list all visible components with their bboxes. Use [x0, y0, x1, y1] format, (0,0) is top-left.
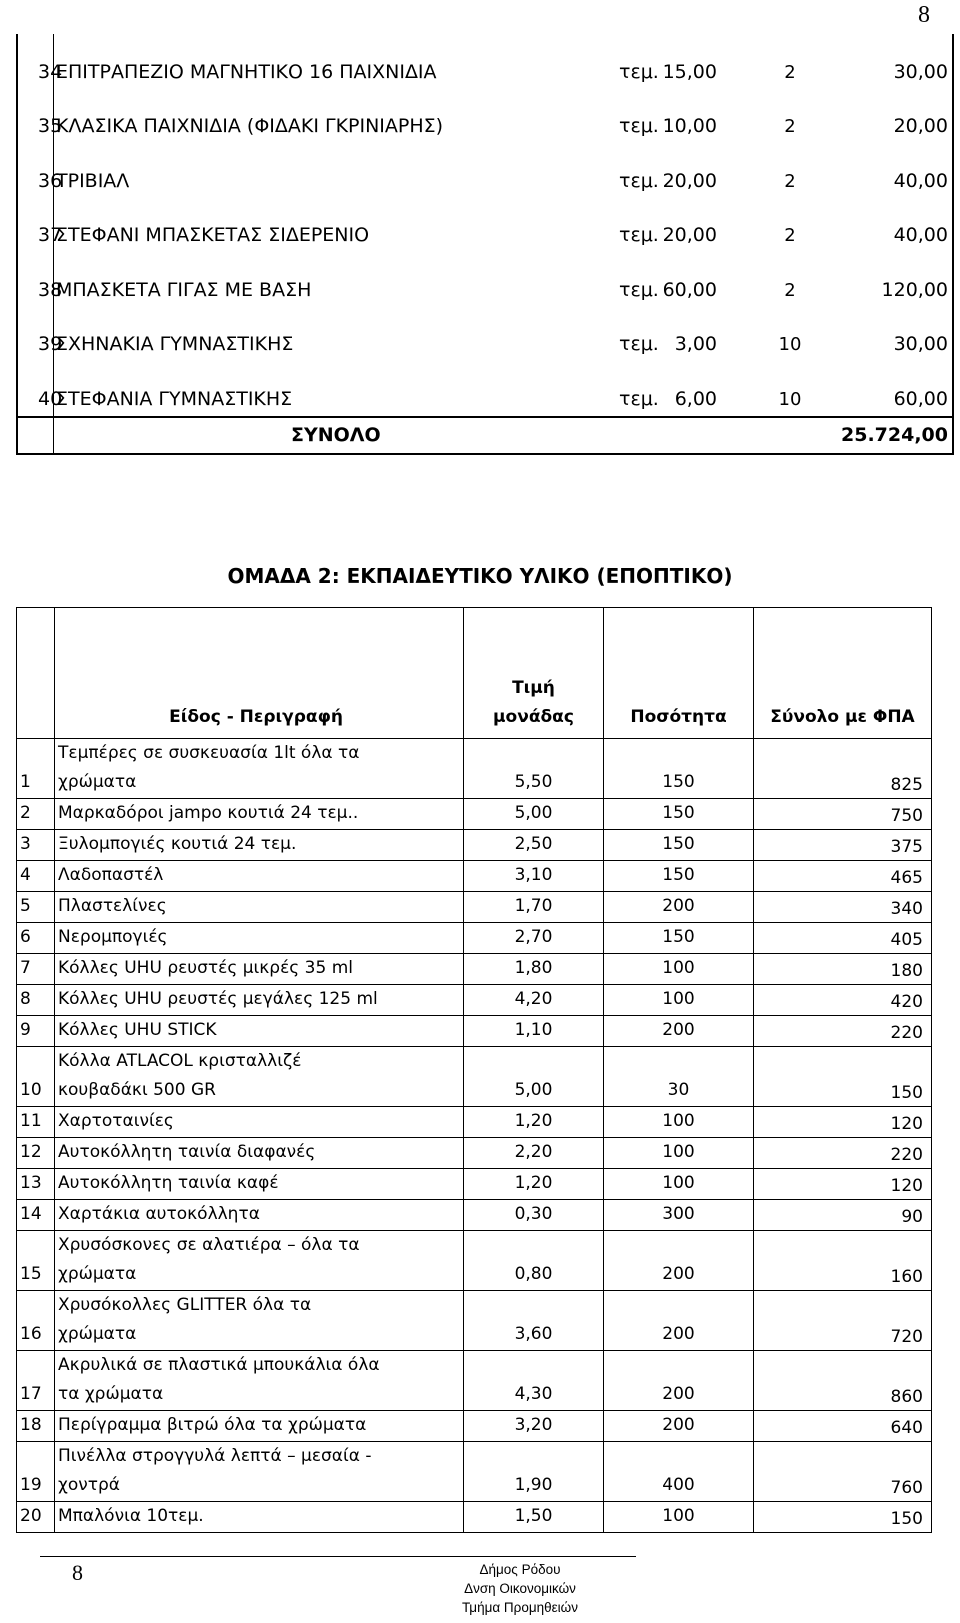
- item-description-line1: Αυτοκόλλητη ταινία καφέ: [58, 1173, 279, 1193]
- item-total-vat: [754, 1200, 932, 1231]
- table-row: [17, 1231, 932, 1291]
- item-quantity: 200: [604, 1016, 754, 1047]
- table-row: [17, 954, 932, 985]
- item-unit-price: 5,00: [464, 1047, 604, 1107]
- item-number: 16: [17, 1291, 55, 1351]
- item-number: 18: [17, 1411, 55, 1442]
- item-quantity: 200: [604, 1411, 754, 1442]
- item-description-line1: Μπαλόνια 10τεμ.: [58, 1506, 204, 1526]
- item-description: [55, 739, 464, 799]
- item-unit-price: 0,30: [464, 1200, 604, 1231]
- item-total-vat: [754, 739, 932, 799]
- header-description: Είδος - Περιγραφή: [55, 608, 464, 739]
- item-quantity: 100: [604, 985, 754, 1016]
- item-total: 120,00: [881, 278, 948, 301]
- item-quantity: 150: [604, 923, 754, 954]
- item-total-vat: [754, 1047, 932, 1107]
- item-description-line1: Κόλλες UHU ρευστές μεγάλες 125 ml: [58, 989, 378, 1009]
- item-description: ΤΡΙΒΙΑΛ: [56, 169, 130, 192]
- item-total-vat-value: 405: [890, 930, 923, 950]
- item-description: [55, 1169, 464, 1200]
- item-total-vat-value: 375: [890, 837, 923, 857]
- item-unit: τεμ.: [619, 224, 659, 246]
- item-unit-price: 60,00: [662, 278, 717, 301]
- item-number: 12: [17, 1138, 55, 1169]
- upper-items-table: [16, 34, 954, 455]
- item-total-vat-value: 150: [890, 1509, 923, 1529]
- item-unit: τεμ.: [619, 387, 659, 410]
- item-total-vat: [754, 954, 932, 985]
- item-description-line1: Κόλλα ATLACOL κρισταλλιζέ: [58, 1051, 302, 1071]
- table-row: [17, 861, 932, 892]
- item-quantity: 200: [604, 1291, 754, 1351]
- header-number: [17, 608, 55, 739]
- item-unit: τεμ.: [619, 169, 659, 192]
- table-row: [17, 985, 932, 1016]
- total-label: ΣΥΝΟΛΟ: [291, 423, 381, 446]
- item-number: 37: [38, 224, 63, 246]
- item-number: 17: [17, 1351, 55, 1411]
- item-unit-price: 2,50: [464, 830, 604, 861]
- item-description: [55, 985, 464, 1016]
- item-description-line1: Περίγραμμα βιτρώ όλα τα χρώματα: [58, 1415, 367, 1435]
- item-description-line2: κουβαδάκι 500 GR: [58, 1080, 216, 1100]
- item-unit-price: 1,80: [464, 954, 604, 985]
- table-row: [17, 1016, 932, 1047]
- item-total-vat: [754, 892, 932, 923]
- item-number: 10: [17, 1047, 55, 1107]
- item-quantity: 150: [604, 830, 754, 861]
- table-row: [17, 1351, 932, 1411]
- item-description-line2: χρώματα: [58, 1264, 137, 1284]
- item-total-vat: [754, 923, 932, 954]
- item-description-line1: Κόλλες UHU ρευστές μικρές 35 ml: [58, 958, 353, 978]
- upper-table-total-row: [16, 416, 954, 455]
- item-number: 40: [38, 387, 63, 410]
- item-description-line1: Χαρτοταινίες: [58, 1111, 174, 1131]
- table-row: [16, 34, 954, 89]
- item-total-vat-value: 750: [890, 806, 923, 826]
- item-unit-price: 0,80: [464, 1231, 604, 1291]
- item-description: [55, 1411, 464, 1442]
- item-description: ΚΛΑΣΙΚΑ ΠΑΙΧΝΙΔΙΑ (ΦΙΔΑΚΙ ΓΚΡΙΝΙΑΡΗΣ): [56, 115, 444, 137]
- item-quantity: 2: [784, 225, 796, 246]
- item-quantity: 100: [604, 954, 754, 985]
- item-quantity: 200: [604, 892, 754, 923]
- table-row: [17, 923, 932, 954]
- table-row: [17, 830, 932, 861]
- item-total-vat-value: 90: [901, 1207, 923, 1227]
- item-unit-price: 15,00: [662, 60, 717, 83]
- header-unit-price-line1: Τιμή: [512, 678, 555, 698]
- item-quantity: 10: [778, 388, 802, 410]
- item-unit-price: 1,90: [464, 1442, 604, 1502]
- item-quantity: 100: [604, 1169, 754, 1200]
- item-description: [55, 830, 464, 861]
- item-total-vat: [754, 1411, 932, 1442]
- total-value: 25.724,00: [841, 423, 948, 446]
- item-description: ΕΠΙΤΡΑΠΕΖΙΟ ΜΑΓΝΗΤΙΚΟ 16 ΠΑΙΧΝΙΔΙΑ: [56, 60, 437, 83]
- item-total: 60,00: [893, 387, 948, 410]
- item-total-vat-value: 180: [890, 961, 923, 981]
- item-description-line1: Πλαστελίνες: [58, 896, 167, 916]
- item-quantity: 200: [604, 1351, 754, 1411]
- item-unit-price: 1,70: [464, 892, 604, 923]
- item-description-line1: Ξυλομπογιές κουτιά 24 τεμ.: [58, 834, 297, 854]
- item-description: [55, 892, 464, 923]
- item-unit: τεμ.: [619, 333, 659, 355]
- item-total-vat-value: 465: [890, 868, 923, 888]
- item-description: [55, 923, 464, 954]
- item-number: 34: [38, 60, 63, 83]
- item-description: [55, 1200, 464, 1231]
- item-description: [55, 1107, 464, 1138]
- table-row: [16, 143, 954, 198]
- item-number: 39: [38, 333, 63, 355]
- table-row: [16, 361, 954, 416]
- item-description-line2: χρώματα: [58, 1324, 137, 1344]
- item-total-vat: [754, 799, 932, 830]
- table-row: [17, 1442, 932, 1502]
- item-unit-price: 1,20: [464, 1169, 604, 1200]
- item-description-line2: χρώματα: [58, 772, 137, 792]
- item-number: 19: [17, 1442, 55, 1502]
- item-total-vat: [754, 1291, 932, 1351]
- item-number: 8: [17, 985, 55, 1016]
- item-number: 1: [17, 739, 55, 799]
- item-description-line1: Πινέλλα στρογγυλά λεπτά – μεσαία -: [58, 1446, 372, 1466]
- item-number: 20: [17, 1502, 55, 1533]
- item-quantity: 200: [604, 1231, 754, 1291]
- item-number: 3: [17, 830, 55, 861]
- item-unit-price: 20,00: [662, 169, 717, 192]
- item-quantity: 150: [604, 861, 754, 892]
- header-quantity: Ποσότητα: [604, 608, 754, 739]
- item-number: 9: [17, 1016, 55, 1047]
- item-quantity: 10: [778, 334, 802, 355]
- item-number: 14: [17, 1200, 55, 1231]
- item-description: [55, 861, 464, 892]
- item-unit-price: 3,10: [464, 861, 604, 892]
- item-description: [55, 954, 464, 985]
- item-description-line1: Λαδοπαστέλ: [58, 865, 164, 885]
- item-description-line1: Μαρκαδόροι jampo κουτιά 24 τεμ..: [58, 803, 359, 823]
- item-unit: τεμ.: [619, 115, 659, 137]
- footer-line-3: Τμήμα Προμηθειών: [462, 1600, 578, 1615]
- item-description-line1: Νερομπογιές: [58, 927, 168, 947]
- item-unit-price: 2,70: [464, 923, 604, 954]
- item-quantity: 400: [604, 1442, 754, 1502]
- item-total-vat-value: 420: [890, 992, 923, 1012]
- item-total-vat: [754, 830, 932, 861]
- item-total-vat: [754, 1442, 932, 1502]
- item-description-line1: Αυτοκόλλητη ταινία διαφανές: [58, 1142, 316, 1162]
- item-total-vat-value: 340: [890, 899, 923, 919]
- item-total-vat-value: 760: [890, 1478, 923, 1498]
- header-unit-price-line2: μονάδας: [493, 707, 574, 727]
- table-row: [17, 1047, 932, 1107]
- item-description: ΣΤΕΦΑΝΙ ΜΠΑΣΚΕΤΑΣ ΣΙΔΕΡΕΝΙΟ: [56, 224, 370, 246]
- item-quantity: 30: [604, 1047, 754, 1107]
- item-description: ΣΤΕΦΑΝΙΑ ΓΥΜΝΑΣΤΙΚΗΣ: [56, 387, 293, 410]
- item-description-line1: Χαρτάκια αυτοκόλλητα: [58, 1204, 260, 1224]
- item-description: [55, 1016, 464, 1047]
- footer-divider: [40, 1556, 636, 1557]
- item-description-line1: Χρυσόσκονες σε αλατιέρα – όλα τα: [58, 1235, 360, 1255]
- footer-line-1: Δήμος Ρόδου: [479, 1562, 561, 1577]
- item-unit-price: 3,00: [674, 333, 717, 355]
- item-number: 2: [17, 799, 55, 830]
- item-total-vat-value: 220: [890, 1145, 923, 1165]
- item-unit-price: 2,20: [464, 1138, 604, 1169]
- item-description: [55, 1231, 464, 1291]
- item-number: 6: [17, 923, 55, 954]
- item-total-vat-value: 120: [890, 1114, 923, 1134]
- table-row: [17, 1200, 932, 1231]
- item-unit-price: 1,10: [464, 1016, 604, 1047]
- item-description-line2: τα χρώματα: [58, 1384, 164, 1404]
- item-number: 5: [17, 892, 55, 923]
- item-total: 30,00: [893, 60, 948, 83]
- item-quantity: 2: [784, 116, 796, 137]
- item-total-vat-value: 825: [890, 775, 923, 795]
- section-title: ΟΜΑΔΑ 2: ΕΚΠΑΙΔΕΥΤΙΚΟ ΥΛΙΚΟ (ΕΠΟΠΤΙΚΟ): [227, 564, 733, 588]
- item-quantity: 2: [784, 170, 796, 192]
- table-row: [16, 89, 954, 144]
- item-quantity: 100: [604, 1107, 754, 1138]
- item-total: 30,00: [893, 333, 948, 355]
- header-unit-price: [464, 608, 604, 739]
- table-row: [17, 1502, 932, 1533]
- item-number: 13: [17, 1169, 55, 1200]
- table-row: [17, 1169, 932, 1200]
- item-description-line1: Ακρυλικά σε πλαστικά μπουκάλια όλα: [58, 1355, 380, 1375]
- table-row: [16, 252, 954, 307]
- item-total-vat-value: 220: [890, 1023, 923, 1043]
- item-total-vat: [754, 1231, 932, 1291]
- item-quantity: 2: [784, 61, 796, 83]
- item-unit-price: 1,20: [464, 1107, 604, 1138]
- footer-page-number: 8: [72, 1560, 83, 1585]
- item-total-vat-value: 640: [890, 1418, 923, 1438]
- item-number: 15: [17, 1231, 55, 1291]
- item-quantity: 150: [604, 739, 754, 799]
- item-description: [55, 1502, 464, 1533]
- table-header-row: [17, 608, 932, 739]
- item-unit-price: 3,60: [464, 1291, 604, 1351]
- item-total-vat: [754, 861, 932, 892]
- item-description: [55, 1351, 464, 1411]
- item-total: 40,00: [893, 169, 948, 192]
- item-description: ΣΧΗΝΑΚΙΑ ΓΥΜΝΑΣΤΙΚΗΣ: [56, 333, 294, 355]
- item-unit-price: 4,30: [464, 1351, 604, 1411]
- item-total: 20,00: [893, 115, 948, 137]
- page-number-top: 8: [918, 2, 930, 28]
- table-row: [17, 739, 932, 799]
- item-number: 4: [17, 861, 55, 892]
- item-quantity: 150: [604, 799, 754, 830]
- item-number: 38: [38, 278, 63, 301]
- item-description: ΜΠΑΣΚΕΤΑ ΓΙΓΑΣ ΜΕ ΒΑΣΗ: [56, 278, 312, 301]
- item-unit-price: 1,50: [464, 1502, 604, 1533]
- table-row: [16, 198, 954, 253]
- item-number: 7: [17, 954, 55, 985]
- item-quantity: 300: [604, 1200, 754, 1231]
- item-total-vat-value: 120: [890, 1176, 923, 1196]
- item-unit-price: 5,50: [464, 739, 604, 799]
- item-description-line1: Τεμπέρες σε συσκευασία 1lt όλα τα: [58, 743, 360, 763]
- table-row: [17, 799, 932, 830]
- item-total: 40,00: [893, 224, 948, 246]
- item-total-vat-value: 720: [890, 1327, 923, 1347]
- table-row: [17, 1107, 932, 1138]
- item-unit-price: 4,20: [464, 985, 604, 1016]
- table-row: [16, 307, 954, 362]
- item-description: [55, 1047, 464, 1107]
- item-description: [55, 799, 464, 830]
- item-unit-price: 10,00: [662, 115, 717, 137]
- item-description: [55, 1442, 464, 1502]
- item-quantity: 2: [784, 279, 796, 301]
- item-total-vat-value: 860: [890, 1387, 923, 1407]
- item-unit: τεμ.: [619, 60, 659, 83]
- item-description-line2: χοντρά: [58, 1475, 120, 1495]
- item-unit-price: 5,00: [464, 799, 604, 830]
- footer-organization: [420, 1560, 620, 1617]
- item-number: 36: [38, 169, 63, 192]
- item-description-line1: Χρυσόκολλες GLITTER όλα τα: [58, 1295, 312, 1315]
- header-total-vat: Σύνολο με ΦΠΑ: [754, 608, 932, 739]
- item-unit-price: 20,00: [662, 224, 717, 246]
- table-row: [17, 1291, 932, 1351]
- table-row: [17, 892, 932, 923]
- item-total-vat: [754, 1169, 932, 1200]
- item-description: [55, 1291, 464, 1351]
- item-number: 35: [38, 115, 63, 137]
- table-row: [17, 1411, 932, 1442]
- item-total-vat: [754, 1016, 932, 1047]
- item-total-vat: [754, 1138, 932, 1169]
- item-total-vat: [754, 1107, 932, 1138]
- item-unit: τεμ.: [619, 278, 659, 301]
- item-total-vat-value: 150: [890, 1083, 923, 1103]
- footer-line-2: Δνση Οικονομικών: [464, 1581, 576, 1596]
- item-total-vat: [754, 1502, 932, 1533]
- lower-items-table: [16, 607, 932, 1533]
- item-unit-price: 6,00: [674, 387, 717, 410]
- item-quantity: 100: [604, 1138, 754, 1169]
- item-description-line1: Κόλλες UHU STICK: [58, 1020, 217, 1040]
- item-total-vat-value: 160: [890, 1267, 923, 1287]
- item-total-vat: [754, 985, 932, 1016]
- item-quantity: 100: [604, 1502, 754, 1533]
- item-description: [55, 1138, 464, 1169]
- item-total-vat: [754, 1351, 932, 1411]
- item-number: 11: [17, 1107, 55, 1138]
- table-row: [17, 1138, 932, 1169]
- item-unit-price: 3,20: [464, 1411, 604, 1442]
